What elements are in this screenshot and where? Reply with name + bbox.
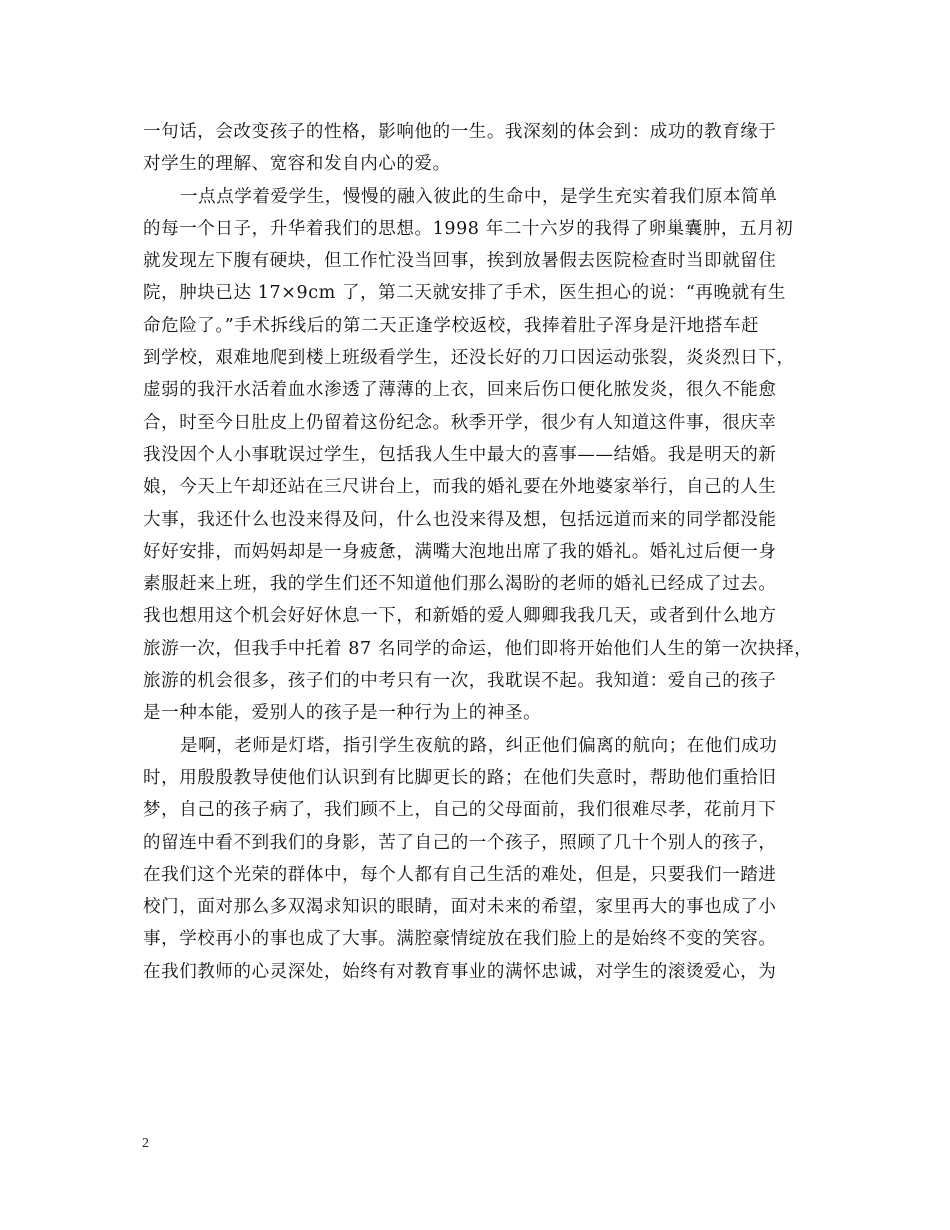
text-line: 对学生的理解、宽容和发自内心的爱。 [143,154,451,175]
text-line: 旅游的机会很多，孩子们的中考只有一次，我耽误不起。我知道：爱自己的孩子 [143,671,777,692]
text-line: 我没因个人小事耽误过学生，包括我人生中最大的喜事——结婚。我是明天的新 [143,444,777,465]
text-line: 梦，自己的孩子病了，我们顾不上，自己的父母面前，我们很难尽孝，花前月下 [143,800,777,821]
text-line: 院，肿块已达 17×9cm 了，第二天就安排了手术，医生担心的说：“再晚就有生 [143,283,786,304]
text-line: 我也想用这个机会好好休息一下，和新婚的爱人卿卿我我几天，或者到什么地方 [143,606,777,627]
text-line: 在我们这个光荣的群体中，每个人都有自己生活的难处，但是，只要我们一踏进 [143,864,777,885]
paragraph-first-line: 一点点学着爱学生，慢慢的融入彼此的生命中，是学生充实着我们原本简单 [180,186,778,207]
text-line: 一句话，会改变孩子的性格，影响他的一生。我深刻的体会到：成功的教育缘于 [143,122,777,142]
text-line: 旅游一次，但我手中托着 87 名同学的命运，他们即将开始他们人生的第一次抉择， [143,638,813,659]
text-line: 就发现左下腹有硬块，但工作忙没当回事，挨到放暑假去医院检查时当即就留住 [143,251,777,272]
text-line: 素服赶来上班，我的学生们还不知道他们那么渴盼的老师的婚礼已经成了过去。 [143,574,777,595]
paragraph-first-line: 是啊，老师是灯塔，指引学生夜航的路，纠正他们偏离的航向；在他们成功 [180,735,778,756]
text-line: 命危险了。”手术拆线后的第二天正逢学校返校，我捧着肚子浑身是汗地搭车赶 [143,315,760,336]
page-number: 2 [142,1136,149,1151]
text-line: 事，学校再小的事也成了大事。满腔豪情绽放在我们脸上的是始终不变的笑容。 [143,929,777,950]
text-line: 娘，今天上午却还站在三尺讲台上，而我的婚礼要在外地婆家举行，自己的人生 [143,477,777,498]
text-line: 校门，面对那么多双渴求知识的眼睛，面对未来的希望，家里再大的事也成了小 [143,897,777,918]
text-line: 时，用殷殷教导使他们认识到有比脚更长的路；在他们失意时，帮助他们重拾旧 [143,767,777,788]
text-line: 是一种本能，爱别人的孩子是一种行为上的神圣。 [143,703,542,724]
text-line: 虚弱的我汗水活着血水渗透了薄薄的上衣，回来后伤口便化脓发炎，很久不能愈 [143,380,777,401]
text-line: 的每一个日子，升华着我们的思想。1998 年二十六岁的我得了卵巢囊肿，五月初 [143,218,794,239]
text-line: 到学校，艰难地爬到楼上班级看学生，还没长好的刀口因运动张裂，炎炎烈日下， [143,348,795,369]
text-line: 的留连中看不到我们的身影，苦了自己的一个孩子，照顾了几十个别人的孩子， [143,832,777,853]
text-line: 大事，我还什么也没来得及问，什么也没来得及想，包括远道而来的同学都没能 [143,509,777,530]
text-line: 在我们教师的心灵深处，始终有对教育事业的满怀忠诚，对学生的滚烫爱心，为 [143,961,777,982]
text-line: 合，时至今日肚皮上仍留着这份纪念。秋季开学，很少有人知道这件事，很庆幸 [143,412,777,433]
text-line: 好好安排，而妈妈却是一身疲惫，满嘴大泡地出席了我的婚礼。婚礼过后便一身 [143,541,777,562]
body-text [143,116,833,988]
